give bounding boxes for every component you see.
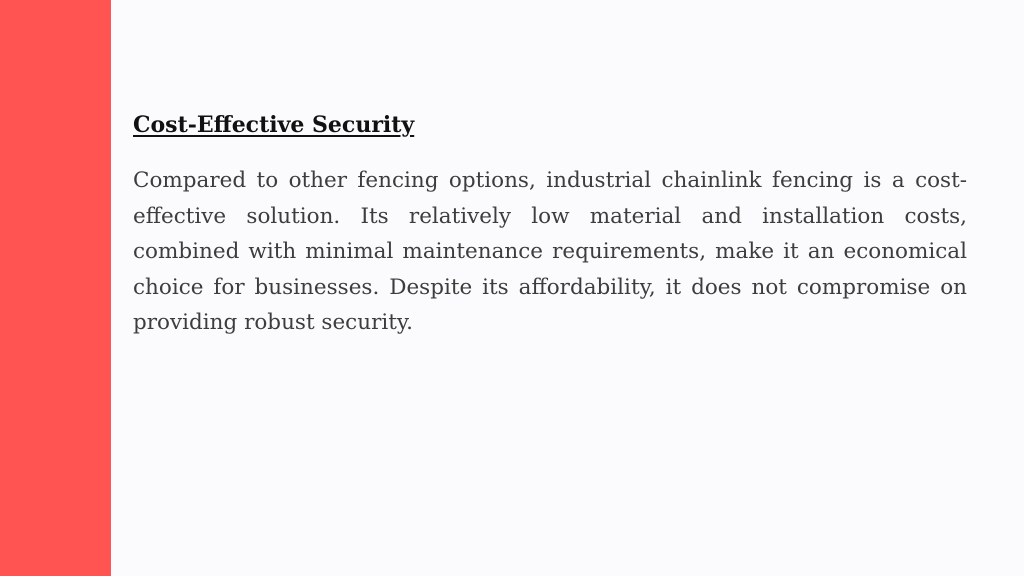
slide-content — [133, 108, 967, 341]
accent-sidebar-bar — [0, 0, 111, 576]
section-heading: Cost-Effective Security — [133, 112, 415, 138]
body-paragraph: Compared to other fencing options, industrial chainlink fencing is a cost-effective solution. Its relatively low material and installation costs, combined with minimal maintenance requirements, make it an economical choice for businesses. Despite its affordability, it does not compromise on providing robust security. — [133, 168, 967, 335]
